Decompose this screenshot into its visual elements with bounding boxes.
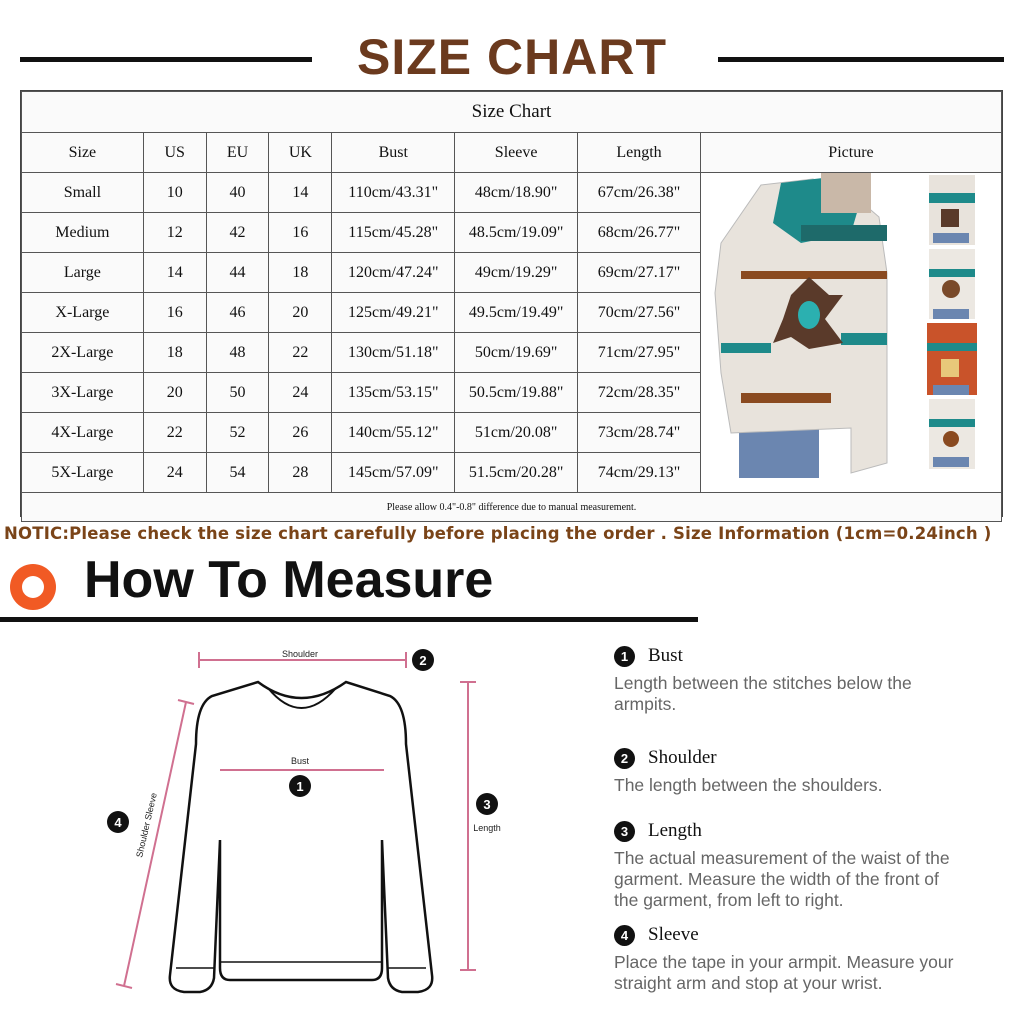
col-header: UK: [269, 133, 332, 173]
col-header: Sleeve: [455, 133, 578, 173]
number-2-icon: 2: [614, 748, 635, 769]
table-cell: 125cm/49.21": [332, 293, 455, 333]
circle-bullet-icon: [10, 564, 56, 610]
table-cell: 3X-Large: [22, 373, 144, 413]
table-cell: 42: [206, 213, 269, 253]
table-cell: 73cm/28.74": [578, 413, 701, 453]
table-cell: 74cm/29.13": [578, 453, 701, 493]
svg-text:1: 1: [296, 779, 304, 794]
notice-text: NOTIC:Please check the size chart carefully before placing the order . Size Information (1cm=0.24inch ): [4, 524, 992, 543]
table-caption: Size Chart: [22, 92, 1002, 133]
table-cell: 2X-Large: [22, 333, 144, 373]
measure-item-shoulder: [614, 747, 964, 796]
number-3-icon: 3: [614, 821, 635, 842]
table-cell: 71cm/27.95": [578, 333, 701, 373]
how-to-measure-title: How To Measure: [84, 551, 494, 609]
hoodie-product-image: [701, 173, 1000, 487]
measure-item-name: Length: [648, 820, 702, 841]
table-cell: 67cm/26.38": [578, 173, 701, 213]
table-cell: 115cm/45.28": [332, 213, 455, 253]
measure-item-desc: The length between the shoulders.: [614, 775, 883, 795]
table-cell: 16: [269, 213, 332, 253]
table-row: [22, 173, 1002, 213]
table-cell: 18: [143, 333, 206, 373]
measure-item-bust: [614, 645, 964, 715]
table-cell: 70cm/27.56": [578, 293, 701, 333]
table-cell: 52: [206, 413, 269, 453]
thumbnail-4: [929, 399, 975, 469]
table-cell: 120cm/47.24": [332, 253, 455, 293]
bust-label: Bust: [290, 756, 310, 766]
page-title: SIZE CHART: [357, 29, 667, 85]
measure-item-name: Shoulder: [648, 747, 717, 768]
table-cell: 28: [269, 453, 332, 493]
header-line-right: [718, 57, 1004, 62]
table-cell: 22: [269, 333, 332, 373]
measure-item-desc: Length between the stitches below the armpits.: [614, 673, 912, 714]
length-label: Length: [473, 823, 501, 833]
svg-text:3: 3: [483, 797, 491, 812]
size-chart: [20, 90, 1003, 517]
table-cell: 20: [269, 293, 332, 333]
table-cell: 135cm/53.15": [332, 373, 455, 413]
col-header: EU: [206, 133, 269, 173]
sweater-outline: [170, 682, 432, 992]
table-cell: 40: [206, 173, 269, 213]
table-cell: 26: [269, 413, 332, 453]
table-cell: 50: [206, 373, 269, 413]
table-cell: 4X-Large: [22, 413, 144, 453]
table-cell: 24: [269, 373, 332, 413]
col-header: Length: [578, 133, 701, 173]
measure-item-desc: Place the tape in your armpit. Measure your straight arm and stop at your wrist.: [614, 952, 954, 993]
table-cell: 20: [143, 373, 206, 413]
measure-item-desc: The actual measurement of the waist of the garment. Measure the width of the front of the garment, from left to right.: [614, 848, 950, 910]
thumbnail-2: [929, 249, 975, 319]
table-cell: 145cm/57.09": [332, 453, 455, 493]
measurement-note: Please allow 0.4"-0.8" difference due to manual measurement.: [22, 493, 1002, 522]
sleeve-label: Shoulder Sleeve: [134, 791, 159, 859]
measure-item-name: Bust: [648, 645, 683, 666]
table-cell: 50.5cm/19.88": [455, 373, 578, 413]
table-header-row: [22, 133, 1002, 173]
col-header: US: [143, 133, 206, 173]
col-header: Size: [22, 133, 144, 173]
table-cell: 72cm/28.35": [578, 373, 701, 413]
table-cell: 14: [143, 253, 206, 293]
svg-text:4: 4: [114, 815, 122, 830]
table-cell: 16: [143, 293, 206, 333]
table-cell: 51.5cm/20.28": [455, 453, 578, 493]
number-4-icon: 4: [614, 925, 635, 946]
table-cell: 12: [143, 213, 206, 253]
table-cell: 18: [269, 253, 332, 293]
table-cell: 50cm/19.69": [455, 333, 578, 373]
table-note-row: [22, 493, 1002, 522]
thumbnail-3: [927, 323, 977, 395]
table-cell: 14: [269, 173, 332, 213]
table-cell: 22: [143, 413, 206, 453]
measure-item-length: [614, 820, 964, 911]
measure-item-name: Sleeve: [648, 924, 699, 945]
thumbnail-1: [929, 175, 975, 245]
shoulder-label: Shoulder: [281, 649, 319, 659]
col-header: Bust: [332, 133, 455, 173]
table-cell: 51cm/20.08": [455, 413, 578, 453]
table-cell: Large: [22, 253, 144, 293]
table-cell: 10: [143, 173, 206, 213]
measure-item-sleeve: [614, 924, 964, 994]
size-table: [21, 91, 1002, 522]
table-cell: 68cm/26.77": [578, 213, 701, 253]
table-cell: X-Large: [22, 293, 144, 333]
table-cell: 110cm/43.31": [332, 173, 455, 213]
svg-text:2: 2: [419, 653, 427, 668]
table-cell: 5X-Large: [22, 453, 144, 493]
col-header: Picture: [700, 133, 1001, 173]
table-cell: Medium: [22, 213, 144, 253]
table-cell: 140cm/55.12": [332, 413, 455, 453]
product-picture: [700, 173, 1001, 493]
table-cell: 54: [206, 453, 269, 493]
table-cell: 46: [206, 293, 269, 333]
sweater-measure-diagram: [100, 640, 520, 1020]
table-cell: 24: [143, 453, 206, 493]
table-cell: Small: [22, 173, 144, 213]
table-caption-row: [22, 92, 1002, 133]
table-cell: 49.5cm/19.49": [455, 293, 578, 333]
table-cell: 48cm/18.90": [455, 173, 578, 213]
how-to-divider: [0, 617, 698, 622]
number-1-icon: 1: [614, 646, 635, 667]
table-cell: 130cm/51.18": [332, 333, 455, 373]
table-cell: 69cm/27.17": [578, 253, 701, 293]
table-cell: 48: [206, 333, 269, 373]
table-cell: 44: [206, 253, 269, 293]
table-cell: 48.5cm/19.09": [455, 213, 578, 253]
table-cell: 49cm/19.29": [455, 253, 578, 293]
